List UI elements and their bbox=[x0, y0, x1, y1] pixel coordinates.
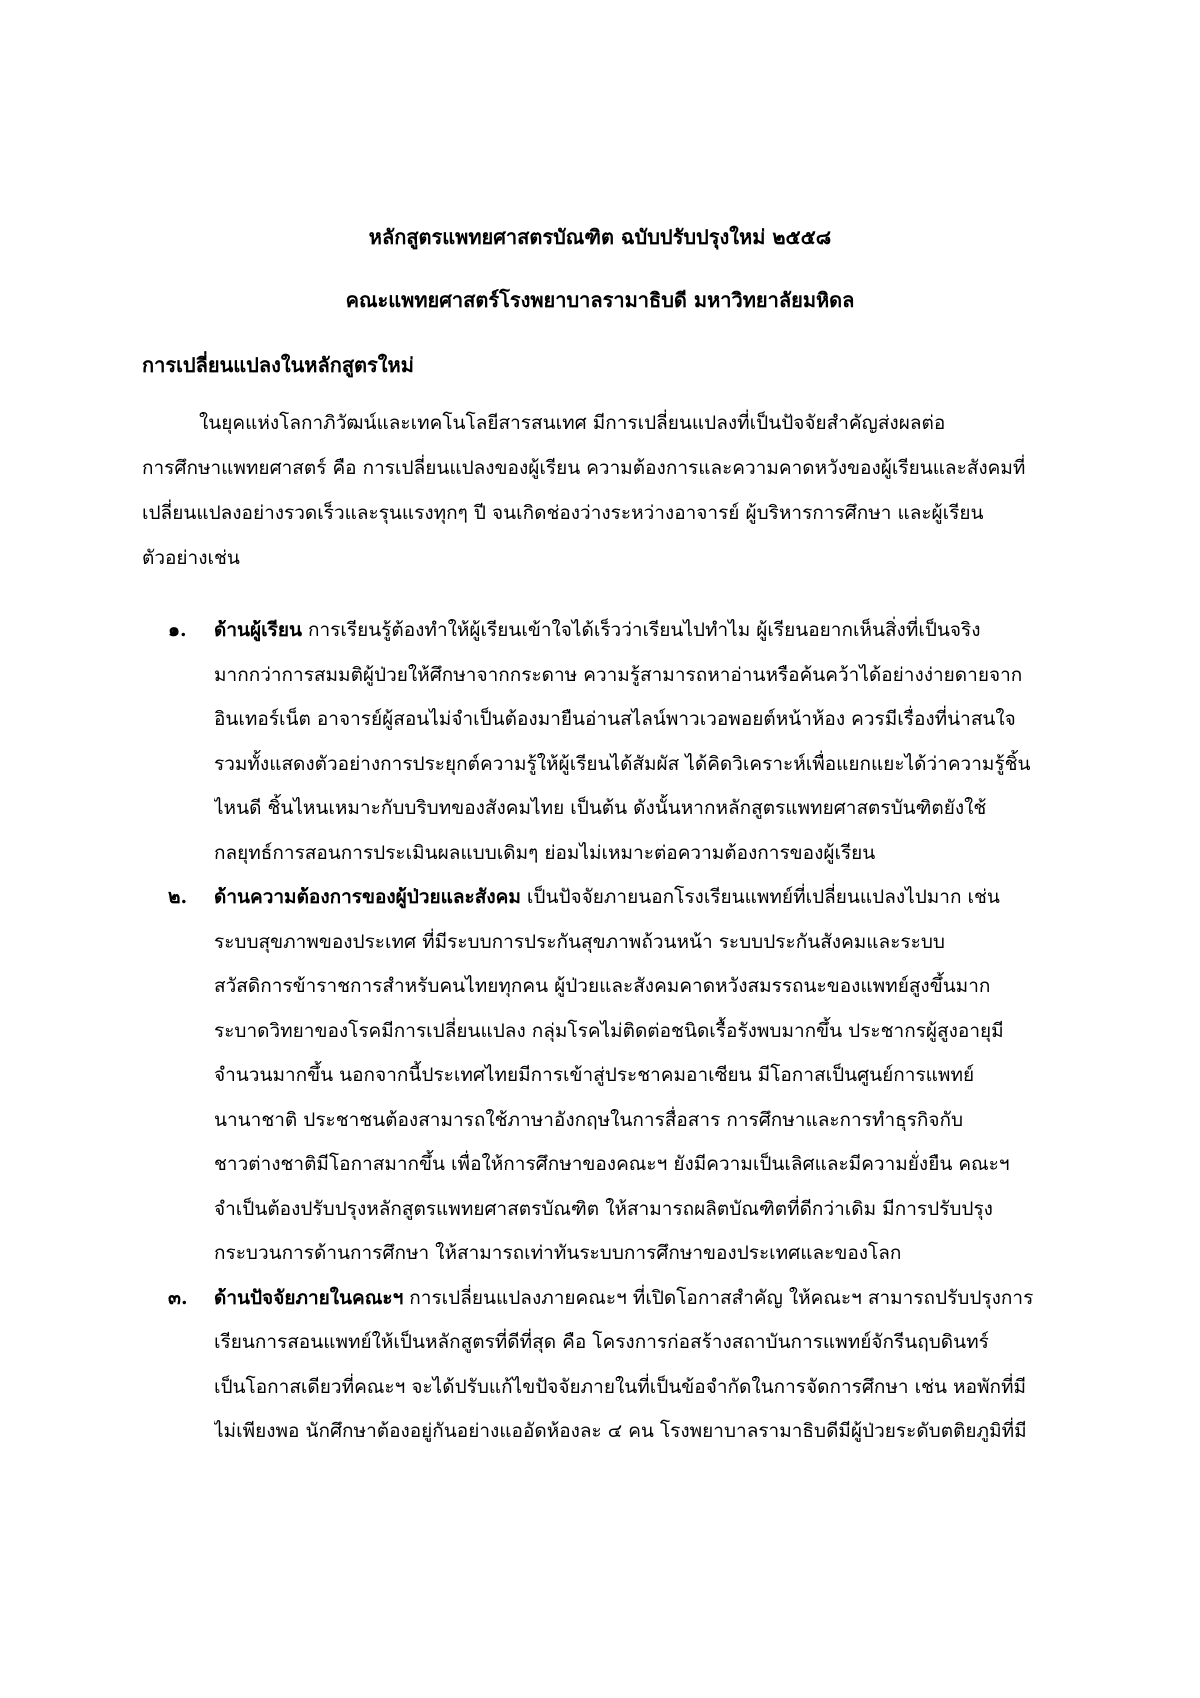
document-title: หลักสูตรแพทยศาสตรบัณฑิต ฉบับปรับปรุงใหม่ ๒๕๕๘ bbox=[368, 225, 832, 249]
list-item-line: ชาวต่างชาติมีโอกาสมากขึ้น เพื่อให้การศึกษาของคณะฯ ยังมีความเป็นเลิศและมีความยั่งยืน คณะฯ bbox=[214, 1153, 1010, 1175]
list-item-text: การเรียนรู้ต้องทำให้ผู้เรียนเข้าใจได้เร็วว่าเรียนไปทำไม ผู้เรียนอยากเห็นสิ่งที่เป็นจริง bbox=[301, 619, 981, 641]
list-item-first-line bbox=[214, 875, 1078, 920]
list-item-first-line bbox=[214, 608, 1078, 653]
list-item-lead: ด้านความต้องการของผู้ป่วยและสังคม bbox=[214, 886, 521, 908]
list-item-line: จำเป็นต้องปรับปรุงหลักสูตรแพทยศาสตรบัณฑิต ให้สามารถผลิตบัณฑิตที่ดีกว่าเดิม มีการปรับปรุง bbox=[214, 1197, 993, 1220]
intro-line: ตัวอย่างเช่น bbox=[142, 547, 240, 569]
list-item-line: ไม่เพียงพอ นักศึกษาต้องอยู่กันอย่างแออัดห้องละ ๔ คน โรงพยาบาลรามาธิบดีมีผู้ป่วยระดับตติยภูมิที่มี bbox=[214, 1420, 1027, 1442]
intro-line: การศึกษาแพทยศาสตร์ คือ การเปลี่ยนแปลงของผู้เรียน ความต้องการและความคาดหวังของผู้เรียนและสังคมที่ bbox=[142, 457, 1026, 479]
list-item-text: เป็นปัจจัยภายนอกโรงเรียนแพทย์ที่เปลี่ยนแปลงไปมาก เช่น bbox=[520, 886, 1000, 908]
list-item-text: การเปลี่ยนแปลงภายคณะฯ ที่เปิดโอกาสสำคัญ ให้คณะฯ สามารถปรับปรุงการ bbox=[403, 1286, 1034, 1309]
list-item-line: นานาชาติ ประชาชนต้องสามารถใช้ภาษาอังกฤษในการสื่อสาร การศึกษาและการทำธุรกิจกับ bbox=[214, 1108, 964, 1131]
list-item-number: ๑. bbox=[168, 619, 187, 641]
list-item-lead: ด้านผู้เรียน bbox=[214, 619, 302, 641]
list-item-line: อินเทอร์เน็ต อาจารย์ผู้สอนไม่จำเป็นต้องมายืนอ่านสไลน์พาวเวอพอยต์หน้าห้อง ควรมีเรื่องที่น่าสนใจ bbox=[214, 708, 1016, 730]
list-item-line: รวมทั้งแสดงตัวอย่างการประยุกต์ความรู้ให้ผู้เรียนได้สัมผัส ได้คิดวิเคราะห์เพื่อแยกแยะได้ว่าความรู้ชิ้น bbox=[214, 752, 1031, 775]
list-item-line: สวัสดิการข้าราชการสำหรับคนไทยทุกคน ผู้ป่วยและสังคมคาดหวังสมรรถนะของแพทย์สูงขึ้นมาก bbox=[214, 975, 991, 997]
list-item-internal-factors bbox=[168, 1276, 1078, 1454]
list-item-number: ๒. bbox=[168, 886, 188, 908]
list-item-line: มากกว่าการสมมติผู้ป่วยให้ศึกษาจากกระดาษ ความรู้สามารถหาอ่านหรือค้นคว้าได้อย่างง่ายดายจาก bbox=[214, 663, 1023, 686]
list-item-line: เรียนการสอนแพทย์ให้เป็นหลักสูตรที่ดีที่สุด คือ โครงการก่อสร้างสถาบันการแพทย์จักรีนฤบดินทร์ bbox=[214, 1331, 989, 1353]
intro-line: ในยุคแห่งโลกาภิวัฒน์และเทคโนโลยีสารสนเทศ มีการเปลี่ยนแปลงที่เป็นปัจจัยสำคัญส่งผลต่อ bbox=[199, 412, 946, 434]
section-heading: การเปลี่ยนแปลงในหลักสูตรใหม่ bbox=[142, 353, 414, 377]
list-item-line: ระบบสุขภาพของประเทศ ที่มีระบบการประกันสุขภาพถ้วนหน้า ระบบประกันสังคมและระบบ bbox=[214, 930, 945, 953]
list-item-line: เป็นโอกาสเดียวที่คณะฯ จะได้ปรับแก้ไขปัจจัยภายในที่เป็นข้อจำกัดในการจัดการศึกษา เช่น หอพักที่มี bbox=[214, 1375, 1027, 1398]
intro-paragraph bbox=[142, 401, 1072, 581]
list-item-first-line bbox=[214, 1276, 1078, 1321]
list-item-line: จำนวนมากขึ้น นอกจากนี้ประเทศไทยมีการเข้าสู่ประชาคมอาเซียน มีโอกาสเป็นศูนย์การแพทย์ bbox=[214, 1064, 975, 1086]
list-item-number: ๓. bbox=[168, 1286, 188, 1309]
numbered-list bbox=[168, 608, 1078, 1454]
list-item-line: ไหนดี ชิ้นไหนเหมาะกับบริบทของสังคมไทย เป็นต้น ดังนั้นหากหลักสูตรแพทยศาสตรบันฑิตยังใช้ bbox=[214, 797, 987, 819]
document-subtitle: คณะแพทยศาสตร์โรงพยาบาลรามาธิบดี มหาวิทยาลัยมหิดล bbox=[345, 288, 855, 312]
list-item-learners bbox=[168, 608, 1078, 875]
list-item-line: ระบาดวิทยาของโรคมีการเปลี่ยนแปลง กลุ่มโรคไม่ติดต่อชนิดเรื้อรังพบมากขึ้น ประชากรผู้สูงอายุมี bbox=[214, 1019, 1004, 1042]
list-item-line: กลยุทธ์การสอนการประเมินผลแบบเดิมๆ ย่อมไม่เหมาะต่อความต้องการของผู้เรียน bbox=[214, 841, 876, 864]
intro-line: เปลี่ยนแปลงอย่างรวดเร็วและรุนแรงทุกๆ ปี จนเกิดช่องว่างระหว่างอาจารย์ ผู้บริหารการศึกษา และผู้เรียน bbox=[142, 502, 984, 524]
list-item-patients-society bbox=[168, 875, 1078, 1276]
list-item-lead: ด้านปัจจัยภายในคณะฯ bbox=[214, 1286, 404, 1309]
list-item-line: กระบวนการด้านการศึกษา ให้สามารถเท่าทันระบบการศึกษาของประเทศและของโลก bbox=[214, 1242, 902, 1264]
